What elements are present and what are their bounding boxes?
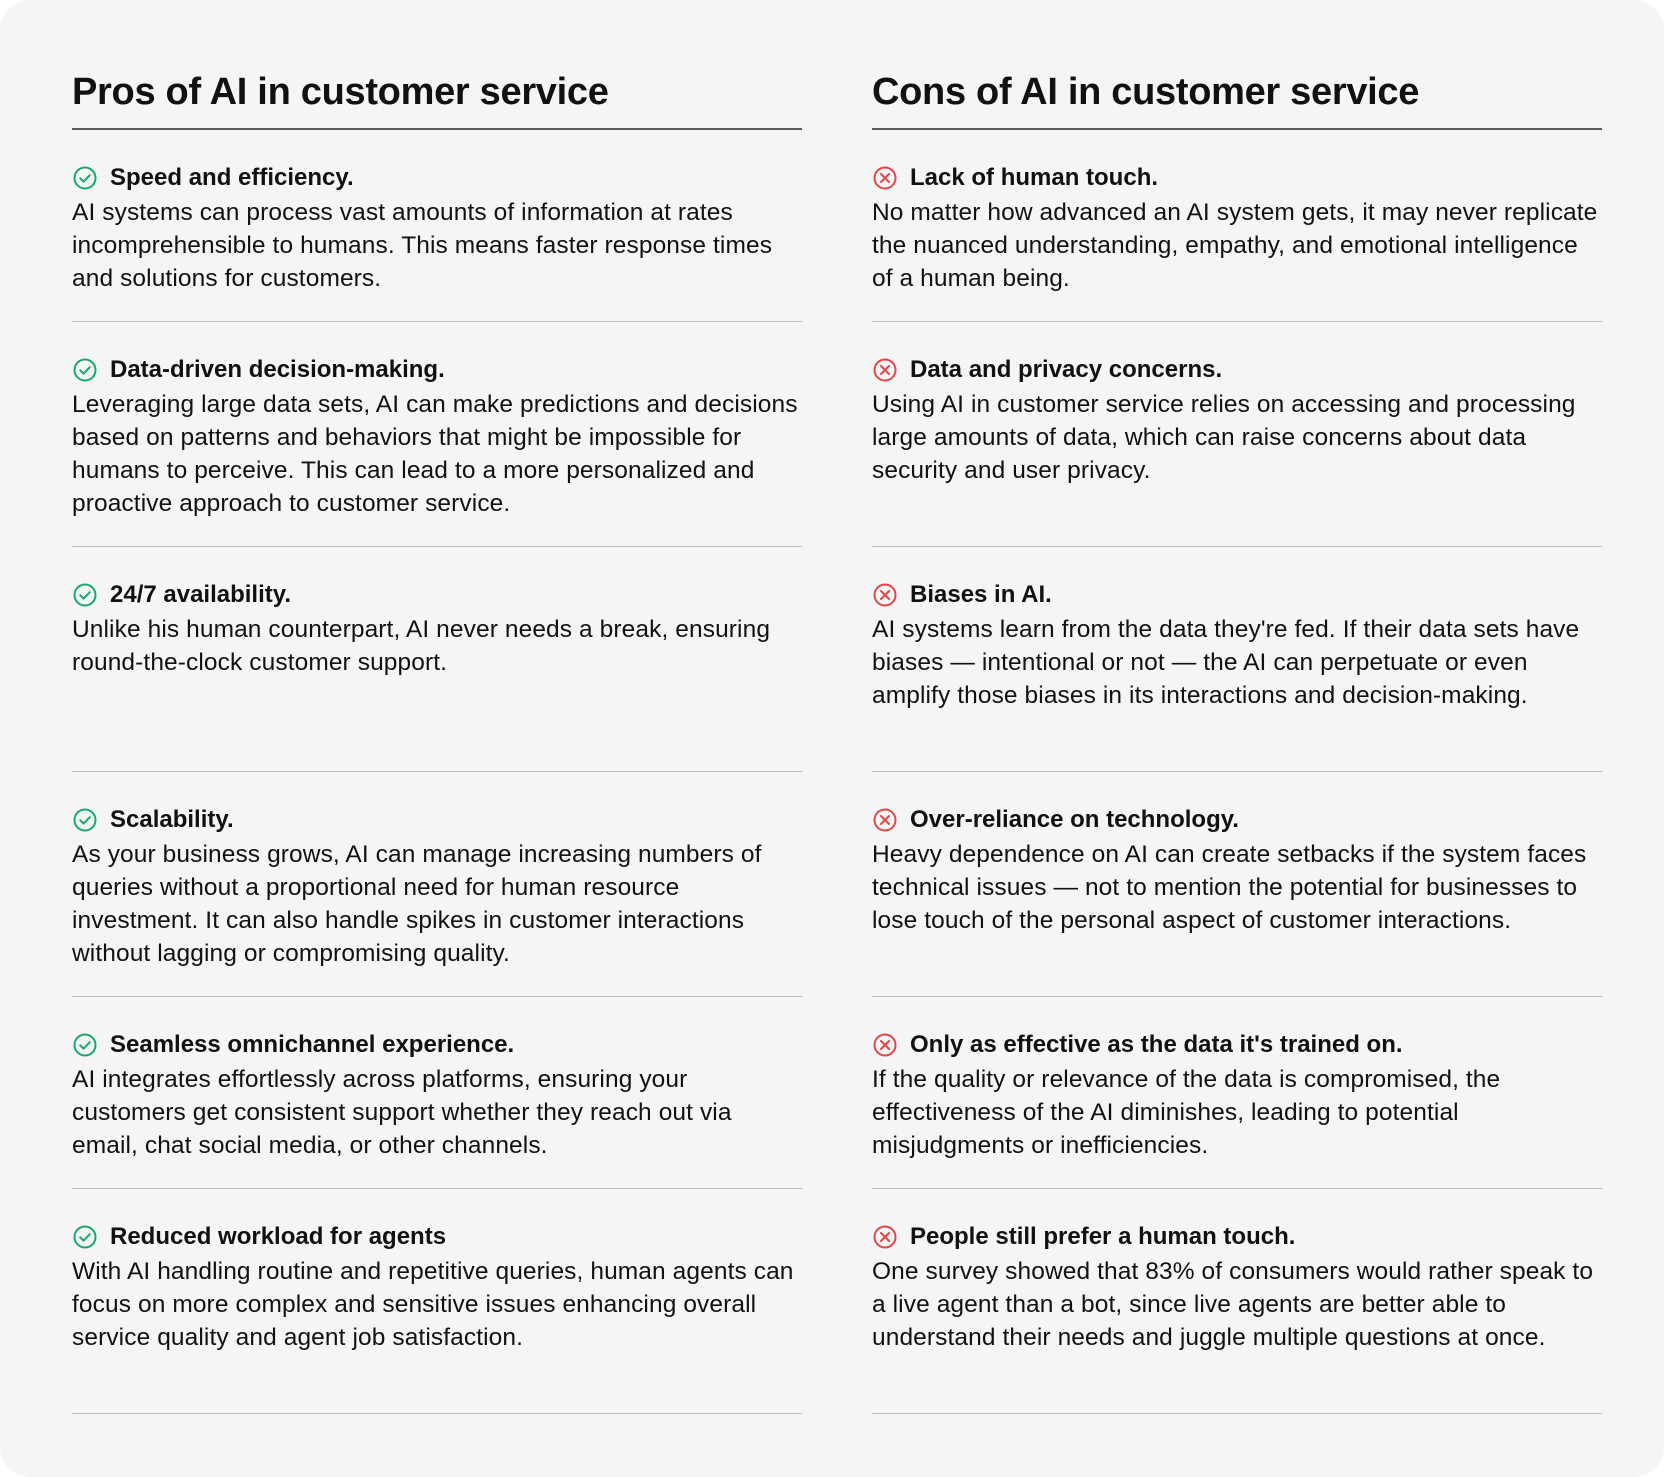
- x-circle-icon: [872, 357, 898, 383]
- con-item-body: One survey showed that 83% of consumers would rather speak to a live agent than a bot, since live agents are better able to understand their needs and juggle multiple questions at once.: [872, 1258, 1594, 1351]
- check-circle-icon: [72, 582, 98, 608]
- x-circle-icon: [872, 807, 898, 833]
- x-circle-icon: [872, 1224, 898, 1250]
- check-circle-icon: [72, 1224, 98, 1250]
- con-item: [872, 1189, 1602, 1414]
- con-item-body: Heavy dependence on AI can create setbacks if the system faces technical issues — not to mention the potential for businesses to lose touch of the personal aspect of customer interactions.: [872, 841, 1587, 934]
- con-item: [872, 322, 1602, 547]
- check-circle-icon: [72, 807, 98, 833]
- pro-item-title: Scalability.: [110, 806, 234, 833]
- con-item: [872, 130, 1602, 322]
- pro-item-body: With AI handling routine and repetitive queries, human agents can focus on more complex and sensitive issues enhancing overall service quality and agent job satisfaction.: [72, 1258, 794, 1351]
- pro-item-title: Seamless omnichannel experience.: [110, 1031, 515, 1058]
- x-circle-icon: [872, 165, 898, 191]
- cons-column: [872, 56, 1602, 1414]
- pro-item: [72, 772, 802, 997]
- con-item-body: Using AI in customer service relies on accessing and processing large amounts of data, which can raise concerns about data security and user privacy.: [872, 391, 1576, 484]
- con-item-title: Only as effective as the data it's trained on.: [910, 1031, 1403, 1058]
- check-circle-icon: [72, 1032, 98, 1058]
- pro-item: [72, 1189, 802, 1414]
- con-item-body: No matter how advanced an AI system gets, it may never replicate the nuanced understanding, empathy, and emotional intelligence of a human being.: [872, 199, 1598, 292]
- pro-item: [72, 322, 802, 547]
- pro-item: [72, 130, 802, 322]
- pro-item-title: Data-driven decision-making.: [110, 356, 445, 383]
- pro-item-body: Leveraging large data sets, AI can make predictions and decisions based on patterns and behaviors that might be impossible for humans to perceive. This can lead to a more personalized and proactive approach to customer service.: [72, 391, 798, 517]
- pro-item-title: Reduced workload for agents: [110, 1223, 447, 1250]
- pro-item: [72, 547, 802, 772]
- con-item-body: If the quality or relevance of the data is compromised, the effectiveness of the AI diminishes, leading to potential misjudgments or inefficiencies.: [872, 1066, 1501, 1159]
- con-item-title: Lack of human touch.: [910, 164, 1159, 191]
- pro-item-title: Speed and efficiency.: [110, 164, 354, 191]
- con-item-title: Biases in AI.: [910, 581, 1052, 608]
- con-item-title: Data and privacy concerns.: [910, 356, 1223, 383]
- pro-item-body: AI systems can process vast amounts of information at rates incomprehensible to humans. This means faster response times and solutions for customers.: [72, 199, 773, 292]
- con-item-body: AI systems learn from the data they're fed. If their data sets have biases — intentional or not — the AI can perpetuate or even amplify those biases in its interactions and decision-making.: [872, 616, 1580, 709]
- x-circle-icon: [872, 1032, 898, 1058]
- con-item: [872, 772, 1602, 997]
- x-circle-icon: [872, 582, 898, 608]
- check-circle-icon: [72, 165, 98, 191]
- pros-title: Pros of AI in customer service: [72, 56, 802, 130]
- check-circle-icon: [72, 357, 98, 383]
- con-item: [872, 997, 1602, 1189]
- con-item: [872, 547, 1602, 772]
- pro-item-body: Unlike his human counterpart, AI never needs a break, ensuring round-the-clock customer support.: [72, 616, 771, 676]
- pro-item: [72, 997, 802, 1189]
- pro-item-body: As your business grows, AI can manage increasing numbers of queries without a proportional need for human resource investment. It can also handle spikes in customer interactions without lagging or compromising quality.: [72, 841, 762, 967]
- pros-column: [72, 56, 802, 1414]
- con-item-title: People still prefer a human touch.: [910, 1223, 1296, 1250]
- pro-item-title: 24/7 availability.: [110, 581, 291, 608]
- cons-title: Cons of AI in customer service: [872, 56, 1602, 130]
- con-item-title: Over-reliance on technology.: [910, 806, 1239, 833]
- pro-item-body: AI integrates effortlessly across platforms, ensuring your customers get consistent support whether they reach out via email, chat social media, or other channels.: [72, 1066, 732, 1159]
